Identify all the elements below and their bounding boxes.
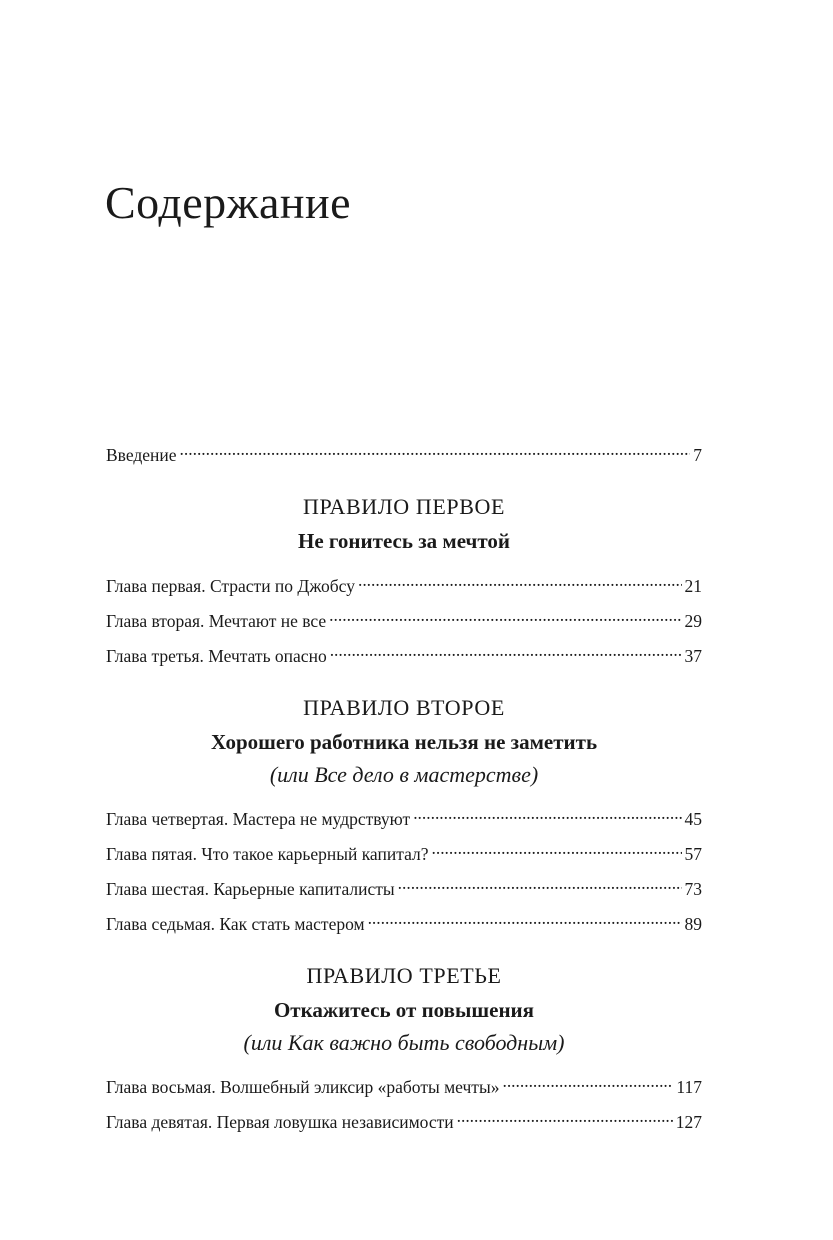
page-title: Содержание: [105, 177, 352, 228]
toc-entry-page: 57: [684, 844, 702, 864]
toc-entry-label: Глава первая. Страсти по Джобсу: [106, 576, 355, 596]
toc-entry-page: 127: [675, 1112, 702, 1132]
toc-entry-label: Глава седьмая. Как стать мастером: [106, 914, 365, 934]
toc-entry[interactable]: [106, 801, 702, 836]
toc-entry[interactable]: [106, 836, 702, 871]
toc-entry-label: Глава восьмая. Волшебный эликсир «работы мечты»: [106, 1077, 500, 1097]
dot-leader: [432, 836, 682, 860]
toc-entry-label: Глава четвертая. Мастера не мудрствуют: [106, 809, 411, 829]
toc-entry-label: Глава третья. Мечтать опасно: [106, 646, 327, 666]
toc-entry[interactable]: [106, 906, 702, 941]
dot-leader: [457, 1104, 673, 1128]
part-3-entries: [106, 1069, 702, 1139]
toc-entry[interactable]: [106, 1069, 702, 1104]
dot-leader: [368, 906, 682, 930]
toc-entry[interactable]: [106, 638, 702, 673]
toc-entry-label: Глава вторая. Мечтают не все: [106, 611, 327, 631]
toc-entry-page: 89: [684, 914, 702, 934]
toc-entry-page: 45: [684, 809, 702, 829]
toc-entry-page: 7: [693, 445, 702, 465]
part-2-entries: [106, 801, 702, 941]
dot-leader: [180, 437, 691, 461]
toc-entry-intro[interactable]: [106, 437, 702, 472]
toc-entry[interactable]: [106, 568, 702, 603]
dot-leader: [358, 568, 682, 592]
dot-leader: [502, 1069, 673, 1093]
toc-entry[interactable]: [106, 1104, 702, 1139]
part-1-entries: [106, 568, 702, 673]
part-heading: ПРАВИЛО ВТОРОЕ: [303, 695, 505, 720]
toc-entry-label: Введение: [106, 445, 177, 465]
toc-entry-label: Глава девятая. Первая ловушка независимости: [106, 1112, 454, 1132]
part-3-header: [106, 959, 702, 1059]
toc-entry[interactable]: [106, 603, 702, 638]
toc-entry[interactable]: [106, 871, 702, 906]
dot-leader: [330, 638, 682, 662]
table-of-contents: [106, 437, 702, 1139]
part-title: Откажитесь от повышения: [273, 998, 535, 1022]
dot-leader: [413, 801, 681, 825]
part-title: Хорошего работника нельзя не заметить: [210, 730, 598, 754]
toc-entry-label: Глава шестая. Карьерные капиталисты: [106, 879, 395, 899]
toc-entry-page: 21: [684, 576, 702, 596]
toc-entry-label: Глава пятая. Что такое карьерный капитал?: [106, 844, 429, 864]
part-heading: ПРАВИЛО ТРЕТЬЕ: [306, 963, 502, 988]
part-title: Не гонитесь за мечтой: [298, 529, 510, 553]
dot-leader: [398, 871, 682, 895]
toc-entry-page: 117: [676, 1077, 702, 1097]
toc-entry-page: 29: [684, 611, 702, 631]
part-subtitle: (или Как важно быть свободным): [243, 1030, 565, 1055]
dot-leader: [329, 603, 681, 627]
part-subtitle: (или Все дело в мастерстве): [269, 762, 539, 787]
part-1-header: [106, 490, 702, 558]
part-heading: ПРАВИЛО ПЕРВОЕ: [302, 494, 506, 519]
toc-entry-page: 73: [684, 879, 702, 899]
part-2-header: [106, 691, 702, 791]
toc-entry-page: 37: [684, 646, 702, 666]
